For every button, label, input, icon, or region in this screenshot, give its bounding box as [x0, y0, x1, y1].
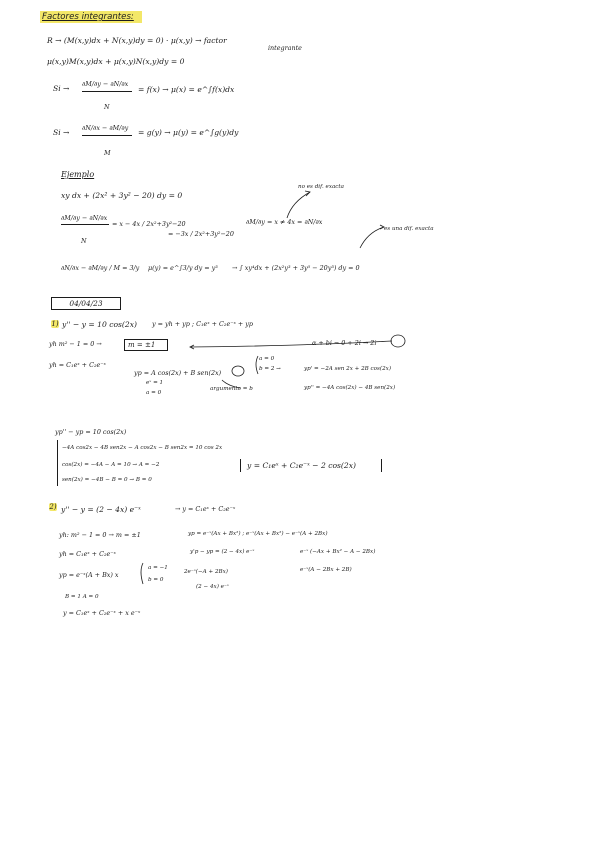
ex2-subst: y'p − yp = (2 − 4x) e⁻ˣ: [190, 549, 255, 555]
arrow-argumento: [222, 380, 240, 388]
ex1-argumento: argumento = b: [210, 386, 253, 392]
ex2-case-b: b = 0: [148, 577, 164, 583]
example-frac-den: N: [81, 237, 87, 245]
example-frac2: ∂N/∂x − ∂M/∂y / M = 3/y: [61, 264, 140, 272]
ex1-yp-first: yp' = −2A sen 2x + 2B cos(2x): [304, 366, 392, 372]
exercise-2-number: 2): [49, 503, 57, 511]
ex2-general: → y = C₁eˣ + C₂e⁻ˣ: [175, 505, 236, 513]
ex1-sys-1: cos(2x) = −4A − A = 10 → A = −2: [62, 462, 160, 468]
rule-x-numerator: ∂M/∂y − ∂N/∂x: [82, 80, 129, 88]
example-frac-mid: = x − 4x / 2x²+3y²−20: [112, 220, 186, 228]
ex1-general: y = yh + yp ; C₁eˣ + C₂e⁻ˣ + yp: [152, 320, 254, 328]
circle-2x: [232, 366, 244, 376]
rule-y-rhs: = g(y) → μ(y) = e^∫g(y)dy: [138, 128, 239, 137]
example-frac-lhs: ∂M/∂y − ∂N/∂x: [61, 214, 108, 222]
example-frac-rhs: = −3x / 2x²+3y²−20: [168, 230, 234, 238]
intro-line-1b: integrante: [268, 44, 302, 52]
page-title: Factores integrantes:: [42, 12, 134, 22]
ex2-values: B = 1 A = 0: [65, 594, 99, 600]
note-exact: es una dif. exacta: [384, 226, 434, 232]
ex2-expand-1: e⁻ˣ (−Ax + Bx² − A − 2Bx): [300, 549, 376, 555]
example-result: → ∫ xy⁴dx + (2x²y³ + 3y⁵ − 20y³) dy = 0: [232, 264, 360, 272]
ex2-yh2: yh = C₁eˣ + C₂e⁻ˣ: [59, 550, 116, 558]
intro-line-2: μ(x,y)M(x,y)dx + μ(x,y)N(x,y)dy = 0: [47, 57, 185, 66]
ex2-yp-form: yp = e⁻ˣ(Ax + Bx²) ; e⁻ˣ(Ax + Bx²) − e⁻ˣ(A + 2Bx): [188, 531, 328, 537]
ex1-yh-label: yh m² − 1 = 0 →: [49, 340, 102, 348]
note-not-exact: no es dif. exacta: [298, 184, 345, 190]
circle-2i: [391, 335, 405, 347]
rule-x-denominator: N: [104, 103, 110, 111]
example-partials: ∂M/∂y = x ≠ 4x = ∂N/∂x: [246, 218, 323, 226]
brace-cases-2: [141, 563, 143, 584]
ex1-ex-b: a = 0: [146, 390, 162, 396]
ex1-case-a: a = 0: [259, 356, 275, 362]
ex2-equation: y'' − y = (2 − 4x) e⁻ˣ: [61, 505, 141, 514]
ex2-case-a: a = −1: [148, 565, 168, 571]
ex2-yp: yp = e⁻ˣ(A + Bx) x: [59, 571, 119, 579]
ex1-alpha: α + bi = 0 + 2i → 2i: [312, 339, 377, 347]
intro-line-1: R → (M(x,y)dx + N(x,y)dy = 0) · μ(x,y) → factor: [47, 36, 227, 45]
ex2-ypp: 2e⁻ˣ(−A + 2Bx): [184, 569, 228, 575]
ex2-expand-2: e⁻ˣ(A − 2Bx + 2B): [300, 567, 352, 573]
arrow-exact-head: [380, 225, 384, 229]
arrow-exact: [360, 227, 384, 248]
exercise-1-number: 1): [51, 320, 59, 328]
rule-y-denominator: M: [104, 149, 111, 157]
ex1-yh: yh = C₁eˣ + C₂e⁻ˣ: [49, 361, 106, 369]
rule-x-rhs: = f(x) → μ(x) = e^∫f(x)dx: [138, 85, 235, 94]
ex2-yh: yh: m² − 1 = 0 → m = ±1: [59, 531, 141, 539]
rule-y-numerator: ∂N/∂x − ∂M/∂y: [82, 124, 129, 132]
ex1-yp-second: yp'' = −4A cos(2x) − 4B sen(2x): [304, 385, 396, 391]
example-equation: xy dx + (2x² + 3y² − 20) dy = 0: [61, 191, 183, 200]
rule-y-label: Si →: [53, 128, 70, 137]
arrow-alpha: [190, 341, 392, 347]
ex1-sys-2: sen(2x) = −4B − B = 0 → B = 0: [62, 477, 152, 483]
ex2-rhs: (2 − 4x) e⁻ˣ: [196, 584, 229, 590]
ex1-roots-text: m = ±1: [128, 341, 156, 349]
ex1-solution: y = C₁eˣ + C₂e⁻ˣ − 2 cos(2x): [247, 461, 356, 470]
example-heading: Ejemplo: [61, 170, 95, 179]
ex1-yp: yp = A cos(2x) + B sen(2x): [134, 369, 222, 377]
ex1-subst: yp'' − yp = 10 cos(2x): [55, 428, 127, 436]
ex1-expand: −4A cos2x − 4B sen2x − A cos2x − B sen2x = 10 cos 2x: [62, 445, 223, 451]
example-mu: μ(y) = e^∫3/y dy = y³: [148, 264, 218, 272]
date-text: 04/04/23: [69, 299, 103, 308]
rule-x-label: Si →: [53, 84, 70, 93]
ex1-case-b: b = 2 →: [259, 366, 281, 372]
ex1-equation: y'' − y = 10 cos(2x): [62, 320, 137, 329]
brace-cases-1: [256, 356, 258, 374]
ex1-ex-a: eˣ = 1: [146, 380, 164, 386]
ex2-solution: y = C₁eˣ + C₂e⁻ˣ + x e⁻ˣ: [63, 609, 141, 617]
